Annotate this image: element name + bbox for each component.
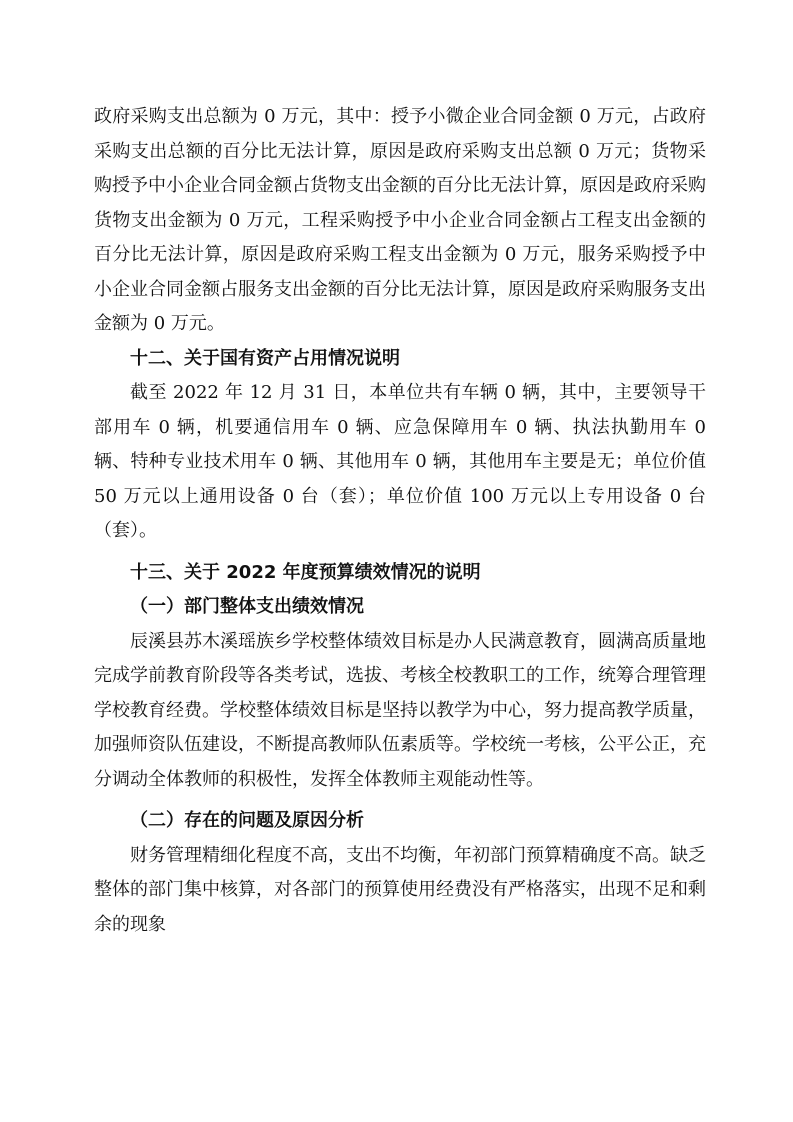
document-page [94, 100, 706, 942]
performance-paragraph: 辰溪县苏木溪瑶族乡学校整体绩效目标是办人民满意教育，圆满高质量地完成学前教育阶段等各类考试，选拔、考核全校教职工的工作，统筹合理管理学校教育经费。学校整体绩效目标是坚持以教学为中心，努力提高教学质量，加强师资队伍建设，不断提高教师队伍素质等。学校统一考核，公平公正，充分调动全体教师的积极性，发挥全体教师主观能动性等。 [94, 630, 706, 790]
procurement-paragraph: 政府采购支出总额为 0 万元，其中：授予小微企业合同金额 0 万元，占政府采购支出总额的百分比无法计算，原因是政府采购支出总额 0 万元；货物采购授予中小企业合同金额占货物支出金额的百分比无法计算，原因是政府采购货物支出金额为 0 万元，工程采购授予中小企业合同金额占工程支出金额的百分比无法计算，原因是政府采购工程支出金额为 0 万元，服务采购授予中小企业合同金额占服务支出金额的百分比无法计算，原因是政府采购服务支出金额为 0 万元。 [94, 106, 706, 334]
section-13-heading: 十三、关于 2022 年度预算绩效情况的说明 [130, 561, 481, 583]
section-12-heading: 十二、关于国有资产占用情况说明 [130, 347, 400, 369]
subsection-1-heading: （一）部门整体支出绩效情况 [130, 596, 364, 617]
subsection-2-heading: （二）存在的问题及原因分析 [130, 810, 364, 831]
problems-paragraph: 财务管理精细化程度不高，支出不均衡，年初部门预算精确度不高。缺乏整体的部门集中核算，对各部门的预算使用经费没有严格落实，出现不足和剩余的现象 [94, 844, 706, 935]
assets-paragraph: 截至 2022 年 12 月 31 日，本单位共有车辆 0 辆，其中，主要领导干部用车 0 辆，机要通信用车 0 辆、应急保障用车 0 辆、执法执勤用车 0 辆、特种专业技术用车 0 辆、其他用车 0 辆，其他用车主要是无；单位价值 50 万元以上通用设备 0 台（套）；单位价值 100 万元以上专用设备 0 台（套）。 [94, 382, 706, 541]
